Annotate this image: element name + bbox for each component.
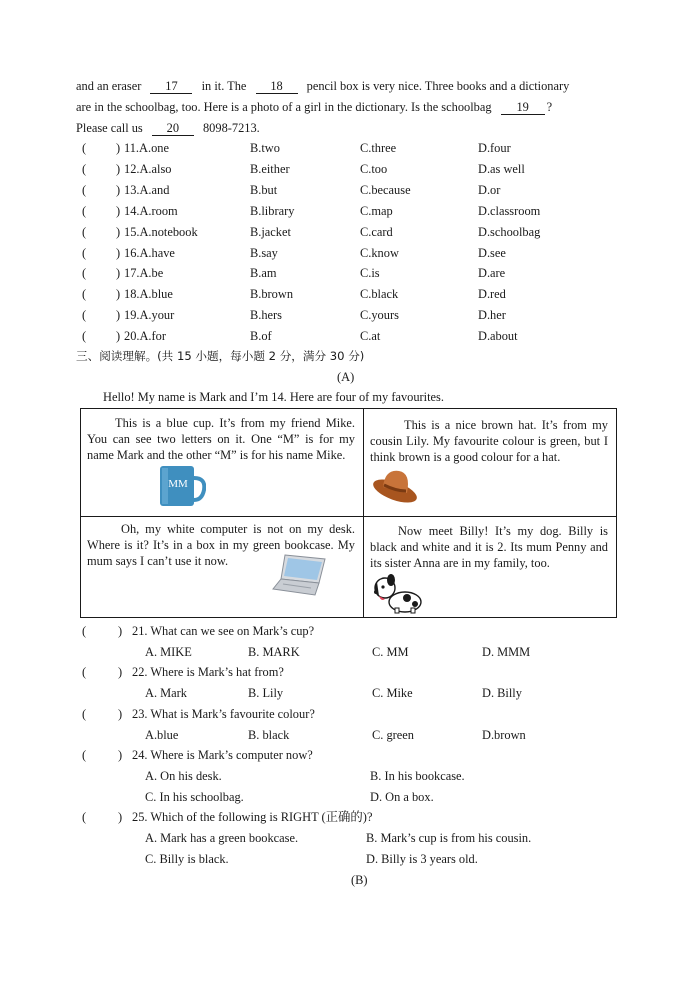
cell-computer: Oh, my white computer is not on my desk. Where is it? It’s in a box in my green bookcase. My mum says I can’t use it now. [87, 522, 355, 568]
answer-paren-close: ) [116, 182, 121, 197]
option-d: D.red [478, 287, 506, 302]
answer-paren-close: ) [118, 707, 123, 721]
question-text: 25. Which of the following is RIGHT (正确的)? [132, 810, 373, 824]
option-d: D.her [478, 308, 506, 323]
option-d: D.or [478, 182, 501, 197]
cup-icon [158, 464, 206, 508]
option-d: D.are [478, 266, 506, 281]
option-c: C.too [360, 161, 388, 176]
answer-paren-open: ( [82, 810, 87, 824]
option-c: C.three [360, 141, 397, 155]
answer-paren-close: ) [118, 748, 123, 762]
answer-paren-close: ) [116, 224, 121, 239]
answer-paren-close: ) [116, 329, 121, 344]
part-a-label: (A) [337, 370, 355, 384]
cloze-row [80, 202, 640, 220]
option-a: 20.A.for [124, 329, 166, 344]
section-title: 三、阅读理解。(共 15 小题，每小题 2 分，满分 30 分) [76, 349, 365, 363]
answer-option-c: C. green [372, 728, 414, 742]
option-c: C.yours [360, 308, 399, 323]
option-c: C.map [360, 203, 393, 218]
answer-option-a: A. MIKE [145, 645, 192, 659]
cloze-row [80, 306, 640, 324]
answer-paren-open: ( [82, 182, 87, 197]
answer-option-d: D. On a box. [370, 790, 434, 804]
answer-paren-close: ) [116, 141, 121, 155]
option-d: D.about [478, 329, 518, 344]
blank-17: 17 [150, 80, 192, 94]
cloze-row [80, 223, 640, 241]
option-a: 13.A.and [124, 182, 170, 197]
answer-paren-open: ( [82, 748, 87, 762]
answer-paren-close: ) [116, 161, 121, 176]
question-text: 23. What is Mark’s favourite colour? [132, 707, 315, 721]
option-a: 15.A.notebook [124, 224, 198, 239]
blank-18: 18 [256, 80, 298, 94]
answer-option-b: B. In his bookcase. [370, 769, 465, 783]
answer-paren-open: ( [82, 203, 87, 218]
option-c: C.card [360, 224, 393, 239]
option-d: D.classroom [478, 203, 541, 218]
option-b: B.of [250, 329, 272, 344]
cloze-row [80, 285, 640, 303]
option-c: C.at [360, 329, 381, 344]
option-c: C.know [360, 245, 399, 260]
option-d: D.see [478, 245, 506, 260]
cloze-row [80, 139, 640, 157]
question-text: 21. What can we see on Mark’s cup? [132, 624, 315, 638]
answer-option-b: B. black [248, 728, 290, 742]
passage-line-2: are in the schoolbag, too. Here is a photo of a girl in the dictionary. Is the schoolbag 19 ? [76, 100, 553, 114]
option-b: B.am [250, 266, 277, 281]
answer-option-d: D. MMM [482, 645, 531, 659]
answer-paren-close: ) [116, 245, 121, 260]
option-a: 11.A.one [124, 141, 169, 155]
option-a: 17.A.be [124, 266, 164, 281]
option-c: C.because [360, 182, 411, 197]
cell-cup: This is a blue cup. It’s from my friend Mike. You can see two letters on it. One “M” is for my name Mark and the other “M” is for his name Mike. [87, 416, 355, 462]
cloze-row [80, 327, 640, 345]
option-d: D.four [478, 141, 511, 155]
answer-paren-open: ( [82, 329, 87, 344]
cloze-row [80, 160, 640, 178]
answer-paren-open: ( [82, 624, 87, 638]
option-d: D.as well [478, 161, 525, 176]
answer-paren-open: ( [82, 707, 87, 721]
answer-paren-open: ( [82, 161, 87, 176]
answer-option-a: A. On his desk. [145, 769, 222, 783]
answer-paren-close: ) [116, 266, 121, 281]
answer-paren-open: ( [82, 245, 87, 260]
option-b: B.brown [250, 287, 294, 302]
answer-option-b: B. Mark’s cup is from his cousin. [366, 831, 532, 845]
answer-option-b: B. Lily [248, 686, 284, 700]
answer-option-c: C. Mike [372, 686, 413, 700]
blank-19: 19 [501, 101, 545, 115]
option-b: B.jacket [250, 224, 291, 239]
answer-paren-open: ( [82, 308, 87, 323]
answer-paren-open: ( [82, 141, 87, 155]
answer-option-b: B. MARK [248, 645, 300, 659]
favourites-table [80, 408, 617, 618]
part-b-label: (B) [351, 873, 368, 887]
answer-paren-close: ) [116, 287, 121, 302]
passage-line-3: Please call us 20 8098-7213. [76, 121, 260, 135]
option-c: C.is [360, 266, 380, 281]
answer-option-a: A. Mark has a green bookcase. [145, 831, 299, 845]
passage-line-1: and an eraser 17 in it. The 18 pencil box is very nice. Three books and a dictionary [76, 79, 570, 93]
answer-option-a: A. Mark [145, 686, 187, 700]
answer-paren-open: ( [82, 266, 87, 281]
question-text: 22. Where is Mark’s hat from? [132, 665, 284, 679]
blank-20: 20 [152, 122, 194, 136]
intro-text: Hello! My name is Mark and I’m 14. Here are four of my favourites. [103, 390, 444, 404]
option-a: 16.A.have [124, 245, 175, 260]
answer-paren-open: ( [82, 665, 87, 679]
option-a: 14.A.room [124, 203, 178, 218]
answer-paren-close: ) [118, 665, 123, 679]
question-text: 24. Where is Mark’s computer now? [132, 748, 313, 762]
option-b: B.two [250, 141, 280, 155]
answer-option-c: C. MM [372, 645, 409, 659]
cloze-row [80, 244, 640, 262]
option-b: B.library [250, 203, 295, 218]
dog-icon [371, 574, 423, 614]
option-d: D.schoolbag [478, 224, 541, 239]
answer-option-a: A.blue [145, 728, 179, 742]
answer-option-c: C. Billy is black. [145, 852, 229, 866]
cup-label: MM [168, 478, 188, 490]
answer-paren-close: ) [116, 203, 121, 218]
option-b: B.say [250, 245, 278, 260]
answer-option-d: D. Billy [482, 686, 522, 700]
option-a: 12.A.also [124, 161, 172, 176]
hat-icon [371, 465, 419, 505]
option-a: 19.A.your [124, 308, 175, 323]
answer-option-d: D.brown [482, 728, 526, 742]
option-b: B.but [250, 182, 278, 197]
answer-paren-open: ( [82, 287, 87, 302]
answer-paren-close: ) [118, 624, 123, 638]
cloze-row [80, 181, 640, 199]
answer-paren-open: ( [82, 224, 87, 239]
laptop-icon [271, 553, 329, 597]
answer-option-d: D. Billy is 3 years old. [366, 852, 478, 866]
answer-paren-close: ) [118, 810, 123, 824]
answer-paren-close: ) [116, 308, 121, 323]
cell-hat: This is a nice brown hat. It’s from my cousin Lily. My favourite colour is green, but I think brown is a good colour for a hat. [370, 418, 608, 464]
option-b: B.either [250, 161, 290, 176]
cloze-row [80, 264, 640, 282]
cell-dog: Now meet Billy! It’s my dog. Billy is black and white and it is 2. Its mum Penny and its sister Anna are in my family, too. [370, 524, 608, 570]
option-a: 18.A.blue [124, 287, 173, 302]
option-b: B.hers [250, 308, 283, 323]
answer-option-c: C. In his schoolbag. [145, 790, 244, 804]
option-c: C.black [360, 287, 399, 302]
